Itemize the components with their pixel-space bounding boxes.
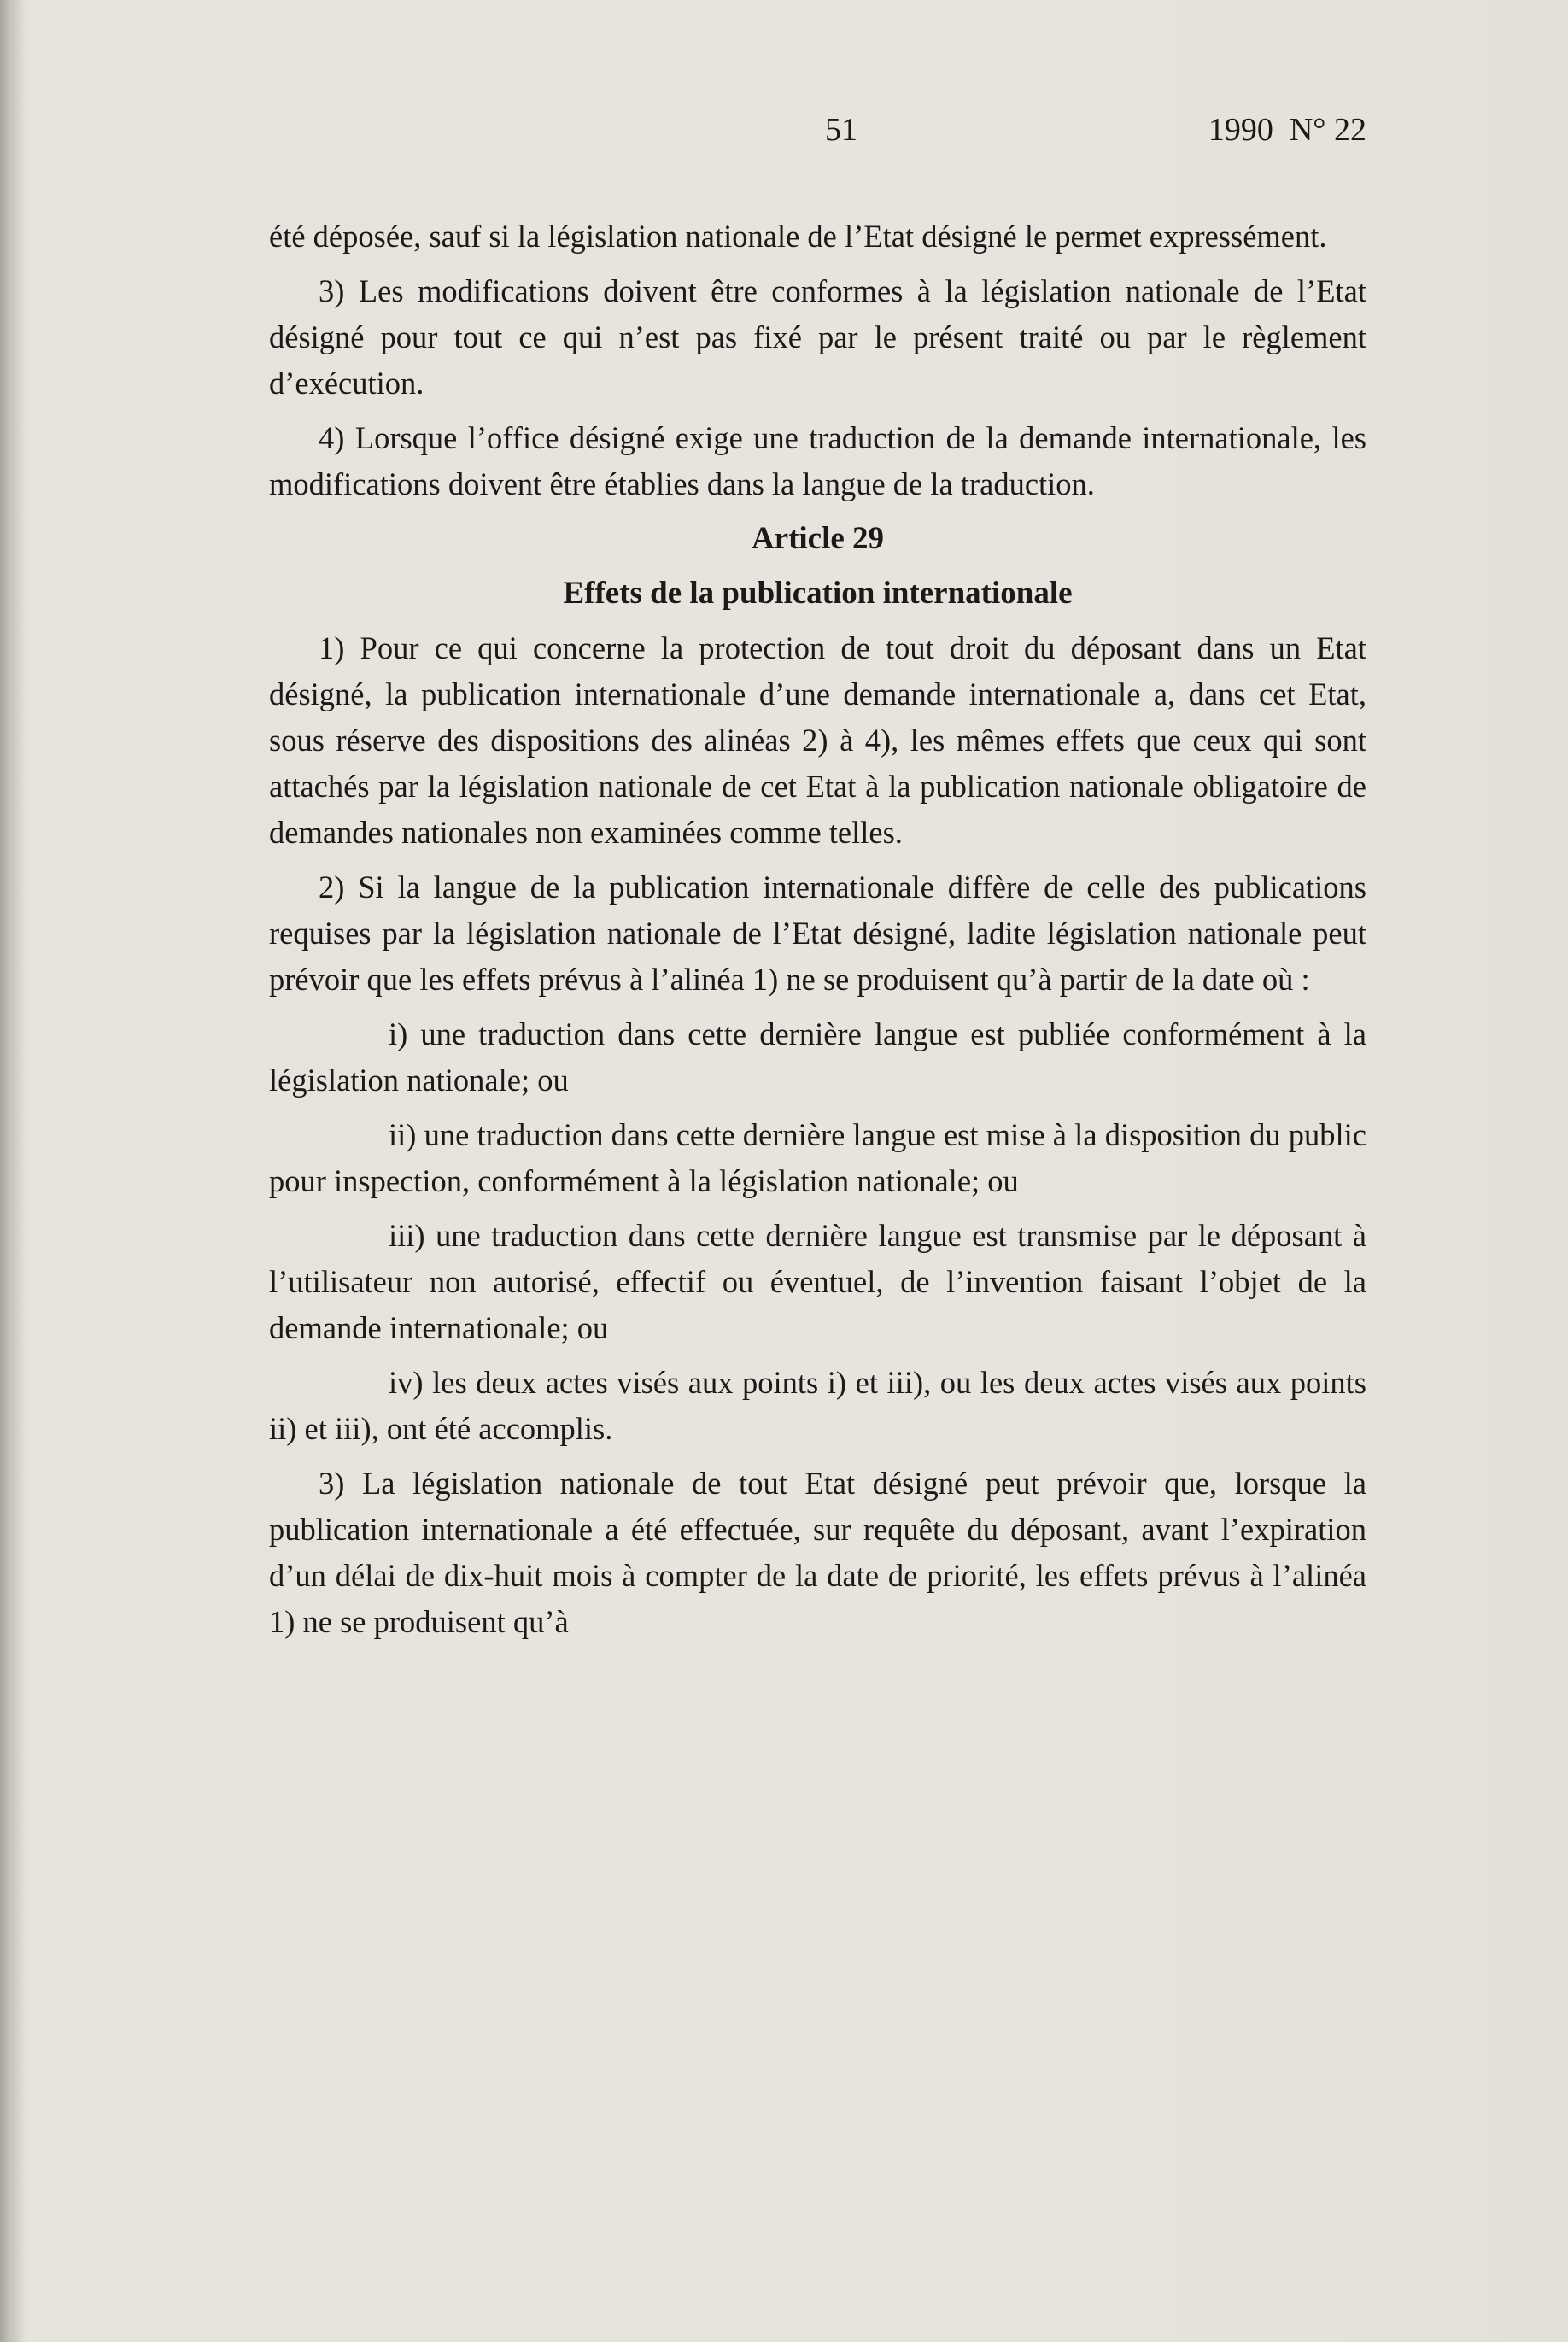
paragraph-continuation: été déposée, sauf si la législation nationale de l’Etat désigné le permet expressément. <box>269 219 1327 254</box>
issue-reference: 1990 N° 22 <box>1208 112 1366 148</box>
article-title: Effets de la publication internationale <box>563 576 1073 611</box>
list-item-i: i) une traduction dans cette dernière langue est publiée conformément à la législation nationale; ou <box>269 1016 1366 1098</box>
page-header <box>269 111 1366 162</box>
list-item-iii: iii) une traduction dans cette dernière langue est transmise par le déposant à l’utilisateur non autorisé, effectif ou éventuel, de l’invention faisant l’objet de la demande internationale; ou <box>269 1218 1366 1345</box>
article-paragraph-2: 2) Si la langue de la publication internationale diffère de celle des publications requises par la législation nationale de l’Etat désigné, ladite législation nationale peut prévoir que les effets prévus à l’alinéa 1) ne se produisent qu’à partir de la date où : <box>269 869 1366 997</box>
page-number: 51 <box>825 112 857 148</box>
body-text <box>269 214 1366 1654</box>
list-item-iv: iv) les deux actes visés aux points i) et iii), ou les deux actes visés aux points ii) et iii), ont été accomplis. <box>269 1365 1366 1446</box>
page-spine-shadow <box>0 0 26 2342</box>
article-paragraph-3: 3) La législation nationale de tout Etat désigné peut prévoir que, lorsque la publication internationale a été effectuée, sur requête du déposant, avant l’expiration d’un délai de dix-huit mois à compter de la date de priorité, les effets prévus à l’alinéa 1) ne se produisent qu’à <box>269 1466 1366 1639</box>
paragraph-3: 3) Les modifications doivent être conformes à la législation nationale de l’Etat désigné pour tout ce qui n’est pas fixé par le présent traité ou par le règlement d’exécution. <box>269 273 1366 401</box>
paragraph-4: 4) Lorsque l’office désigné exige une traduction de la demande internationale, les modifications doivent être établies dans la langue de la traduction. <box>269 420 1366 501</box>
list-item-ii: ii) une traduction dans cette dernière langue est mise à la disposition du public pour inspection, conformément à la législation nationale; ou <box>269 1117 1366 1198</box>
article-paragraph-1: 1) Pour ce qui concerne la protection de tout droit du déposant dans un Etat désigné, la publication internationale d’une demande internationale a, dans cet Etat, sous réserve des dispositions des alinéas 2) à 4), les mêmes effets que ceux qui sont attachés par la législation nationale de cet Etat à la publication nationale obligatoire de demandes nationales non examinées comme telles. <box>269 630 1366 850</box>
article-heading: Article 29 <box>751 521 885 556</box>
